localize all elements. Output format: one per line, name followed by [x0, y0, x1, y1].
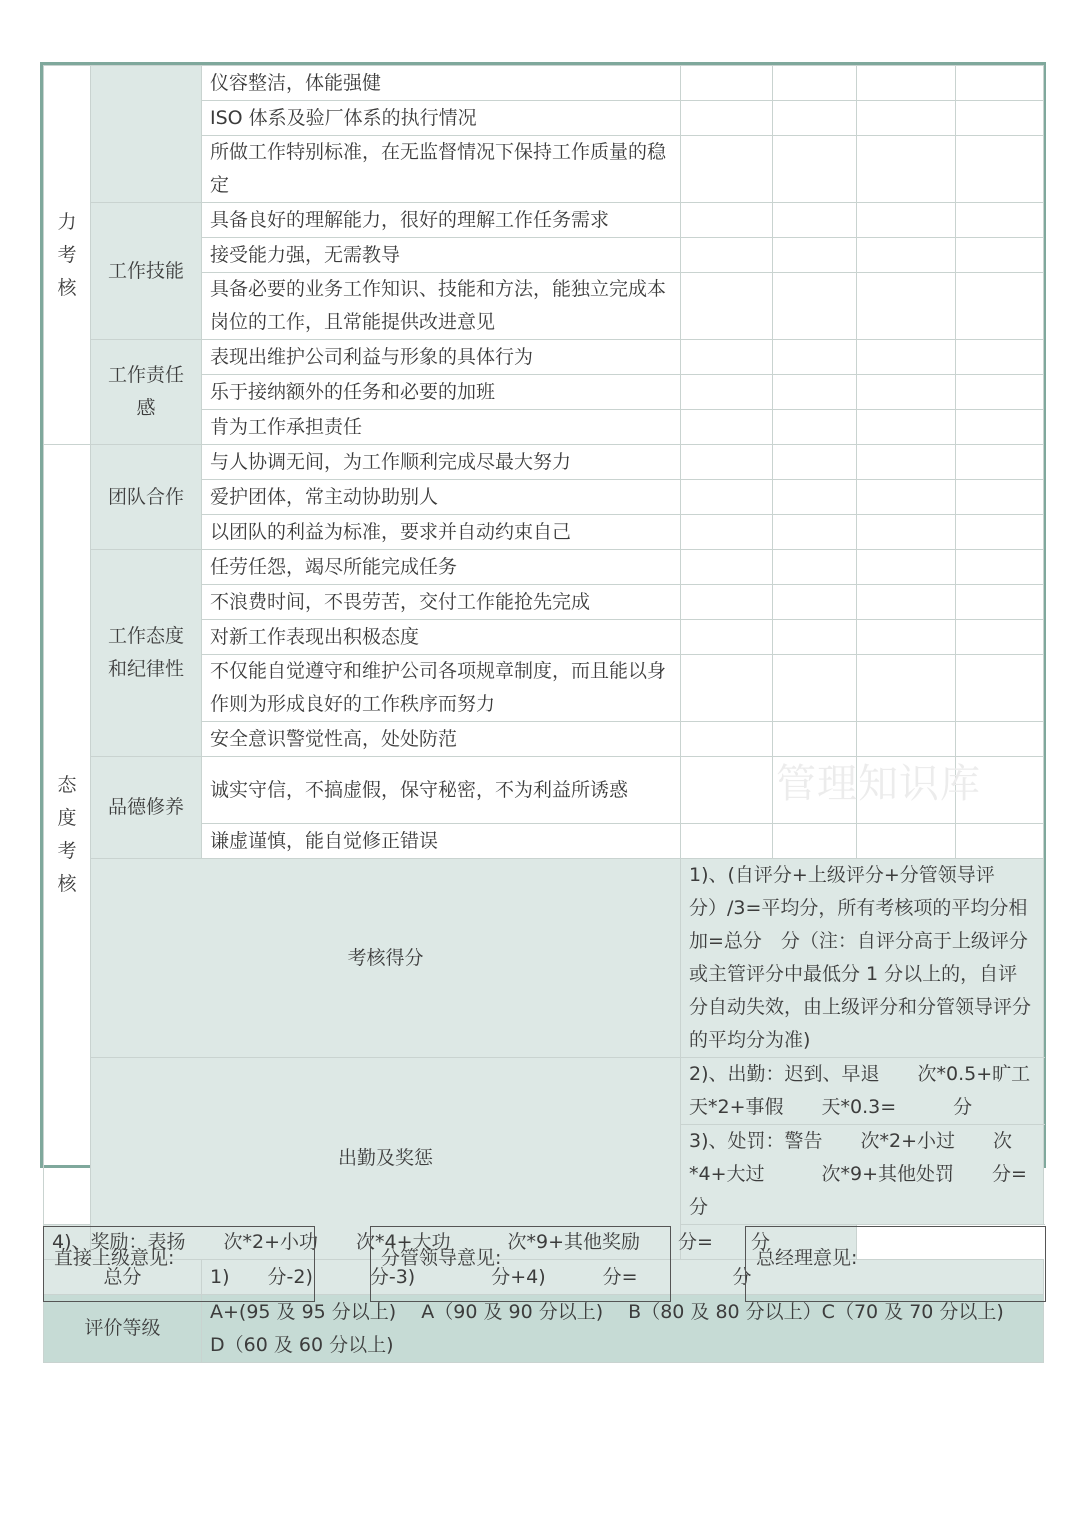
category-char: 度: [57, 806, 77, 829]
item-text: 不浪费时间，不畏劳苦，交付工作能抢先完成: [202, 585, 681, 620]
table-row: [44, 550, 1044, 585]
grade-label: 评价等级: [44, 1295, 202, 1363]
score-cell[interactable]: [773, 375, 857, 410]
score-cell[interactable]: [857, 515, 956, 550]
score-cell[interactable]: [956, 136, 1044, 203]
attendance-text: 2)、出勤：迟到、早退 次*0.5+旷工 天*2+事假 天*0.3= 分: [681, 1058, 1044, 1125]
item-text: 爱护团体，常主动协助别人: [202, 480, 681, 515]
item-text: 表现出维护公司利益与形象的具体行为: [202, 340, 681, 375]
score-cell[interactable]: [773, 273, 857, 340]
score-cell[interactable]: [681, 136, 773, 203]
score-cell[interactable]: [857, 550, 956, 585]
dimension-teamwork: 团队合作: [91, 445, 202, 550]
item-text: 所做工作特别标准，在无监督情况下保持工作质量的稳定: [202, 136, 681, 203]
attendance-row: [44, 1058, 1044, 1125]
table-row: [44, 203, 1044, 238]
score-cell[interactable]: [681, 550, 773, 585]
score-cell[interactable]: [857, 410, 956, 445]
item-text: 任劳任怨，竭尽所能完成任务: [202, 550, 681, 585]
score-cell[interactable]: [681, 203, 773, 238]
score-cell[interactable]: [681, 585, 773, 620]
score-cell[interactable]: [956, 410, 1044, 445]
score-cell[interactable]: [857, 136, 956, 203]
score-cell[interactable]: [956, 238, 1044, 273]
item-text: 具备良好的理解能力，很好的理解工作任务需求: [202, 203, 681, 238]
item-text: 不仅能自觉遵守和维护公司各项规章制度，而且能以身作则为形成良好的工作秩序而努力: [202, 655, 681, 722]
score-cell[interactable]: [773, 203, 857, 238]
score-cell[interactable]: [773, 480, 857, 515]
score-cell[interactable]: [857, 66, 956, 101]
score-cell[interactable]: [857, 203, 956, 238]
score-cell[interactable]: [857, 585, 956, 620]
item-text: 仪容整洁，体能强健: [202, 66, 681, 101]
score-cell[interactable]: [956, 550, 1044, 585]
total-text: 1) 分-2) 分-3) 分+4) 分= 分: [202, 1260, 1044, 1295]
category-char: 考: [57, 243, 77, 266]
score-cell[interactable]: [956, 620, 1044, 655]
grade-row: [44, 1295, 1044, 1363]
dimension-skill: 工作技能: [91, 203, 202, 340]
reward-text: 4)、奖励：表扬 次*2+小功 次*4+大功 次*9+其他奖励 分= 分: [44, 1225, 857, 1260]
score-cell[interactable]: [956, 722, 1044, 757]
table-row: [44, 340, 1044, 375]
category-char: 态: [57, 773, 77, 796]
item-text: 安全意识警觉性高，处处防范: [202, 722, 681, 757]
item-text: 乐于接纳额外的任务和必要的加班: [202, 375, 681, 410]
score-cell[interactable]: [681, 273, 773, 340]
score-cell[interactable]: [773, 340, 857, 375]
penalty-text: 3)、处罚：警告 次*2+小过 次*4+大过 次*9+其他处罚 分= 分: [681, 1125, 1044, 1225]
score-cell[interactable]: [857, 273, 956, 340]
dimension-responsibility: 工作责任感: [91, 340, 202, 445]
score-cell[interactable]: [956, 824, 1044, 859]
score-cell[interactable]: [773, 655, 857, 722]
score-text: 1)、(自评分+上级评分+分管领导评分）/3=平均分，所有考核项的平均分相加=总分 分（注：自评分高于上级评分或主管评分中最低分 1 分以上的，自评分自动失效，由上级评分和分管领导评分的平均分为准): [681, 859, 1044, 1058]
score-cell[interactable]: [773, 722, 857, 757]
score-cell[interactable]: [956, 515, 1044, 550]
score-cell[interactable]: [773, 550, 857, 585]
score-cell[interactable]: [857, 757, 956, 824]
score-cell[interactable]: [857, 480, 956, 515]
dimension-discipline: 工作态度和纪律性: [91, 550, 202, 757]
item-text: 接受能力强，无需教导: [202, 238, 681, 273]
division-leader-opinion-box[interactable]: 分管领导意见:: [370, 1226, 671, 1302]
score-cell[interactable]: [773, 515, 857, 550]
score-cell[interactable]: [773, 66, 857, 101]
item-text: 具备必要的业务工作知识、技能和方法，能独立完成本岗位的工作，且常能提供改进意见: [202, 273, 681, 340]
category-char: 核: [57, 872, 77, 895]
score-cell[interactable]: [773, 585, 857, 620]
score-cell[interactable]: [956, 655, 1044, 722]
score-cell[interactable]: [681, 66, 773, 101]
score-cell[interactable]: [681, 101, 773, 136]
score-row: [44, 859, 1044, 1058]
general-manager-opinion-box[interactable]: 总经理意见:: [745, 1226, 1046, 1302]
score-cell[interactable]: [857, 620, 956, 655]
score-cell[interactable]: [956, 585, 1044, 620]
evaluation-table: [43, 65, 1069, 1363]
score-cell[interactable]: [681, 375, 773, 410]
watermark: 管理知识库: [776, 761, 981, 807]
score-cell[interactable]: [956, 203, 1044, 238]
category-char: 力: [57, 210, 77, 233]
score-cell[interactable]: [857, 655, 956, 722]
score-cell[interactable]: [857, 340, 956, 375]
total-label: 总分: [44, 1260, 202, 1295]
score-cell[interactable]: [681, 410, 773, 445]
score-cell[interactable]: [681, 238, 773, 273]
score-cell[interactable]: [956, 757, 1044, 824]
score-cell[interactable]: [773, 410, 857, 445]
score-cell[interactable]: [681, 757, 773, 824]
dimension-ethics: 品德修养: [91, 757, 202, 859]
score-cell[interactable]: [681, 515, 773, 550]
score-cell[interactable]: [956, 340, 1044, 375]
score-cell[interactable]: [773, 824, 857, 859]
score-cell[interactable]: [956, 66, 1044, 101]
score-cell[interactable]: [956, 101, 1044, 136]
score-cell[interactable]: [773, 620, 857, 655]
item-text: 肯为工作承担责任: [202, 410, 681, 445]
dimension-cell-empty: [91, 66, 202, 203]
score-cell[interactable]: [956, 480, 1044, 515]
score-label: 考核得分: [91, 859, 681, 1058]
score-cell[interactable]: [681, 722, 773, 757]
table-row: [44, 445, 1044, 480]
table-row: [44, 757, 1044, 824]
score-cell[interactable]: [773, 757, 857, 824]
score-cell[interactable]: [681, 655, 773, 722]
item-text: ISO 体系及验厂体系的执行情况: [202, 101, 681, 136]
score-cell[interactable]: [857, 824, 956, 859]
category-attitude: [44, 445, 91, 1225]
attendance-label: 出勤及奖惩: [91, 1058, 681, 1260]
score-cell[interactable]: [857, 101, 956, 136]
item-text: 谦虚谨慎，能自觉修正错误: [202, 824, 681, 859]
score-cell[interactable]: [956, 375, 1044, 410]
item-text: 以团队的利益为标准，要求并自动约束自己: [202, 515, 681, 550]
score-cell[interactable]: [857, 445, 956, 480]
score-cell[interactable]: [857, 238, 956, 273]
score-cell[interactable]: [773, 238, 857, 273]
score-cell[interactable]: [857, 722, 956, 757]
grade-text: A+(95 及 95 分以上) A（90 及 90 分以上) B（80 及 80 分以上）C（70 及 70 分以上) D（60 及 60 分以上): [202, 1295, 1044, 1363]
table-row: [44, 66, 1044, 101]
score-cell[interactable]: [681, 445, 773, 480]
score-cell[interactable]: [956, 273, 1044, 340]
score-cell[interactable]: [681, 620, 773, 655]
score-cell[interactable]: [956, 445, 1044, 480]
item-text: 诚实守信，不搞虚假，保守秘密，不为利益所诱惑: [202, 757, 681, 824]
score-cell[interactable]: [857, 375, 956, 410]
score-cell[interactable]: [681, 824, 773, 859]
direct-supervisor-opinion-box[interactable]: 直接上级意见:: [43, 1226, 315, 1302]
score-cell[interactable]: [773, 445, 857, 480]
category-char: 考: [57, 839, 77, 862]
item-text: 对新工作表现出积极态度: [202, 620, 681, 655]
score-cell[interactable]: [773, 101, 857, 136]
score-cell[interactable]: [681, 480, 773, 515]
category-char: 核: [57, 276, 77, 299]
score-cell[interactable]: [681, 340, 773, 375]
score-cell[interactable]: [773, 136, 857, 203]
item-text: 与人协调无间，为工作顺利完成尽最大努力: [202, 445, 681, 480]
category-ability: [44, 66, 91, 445]
